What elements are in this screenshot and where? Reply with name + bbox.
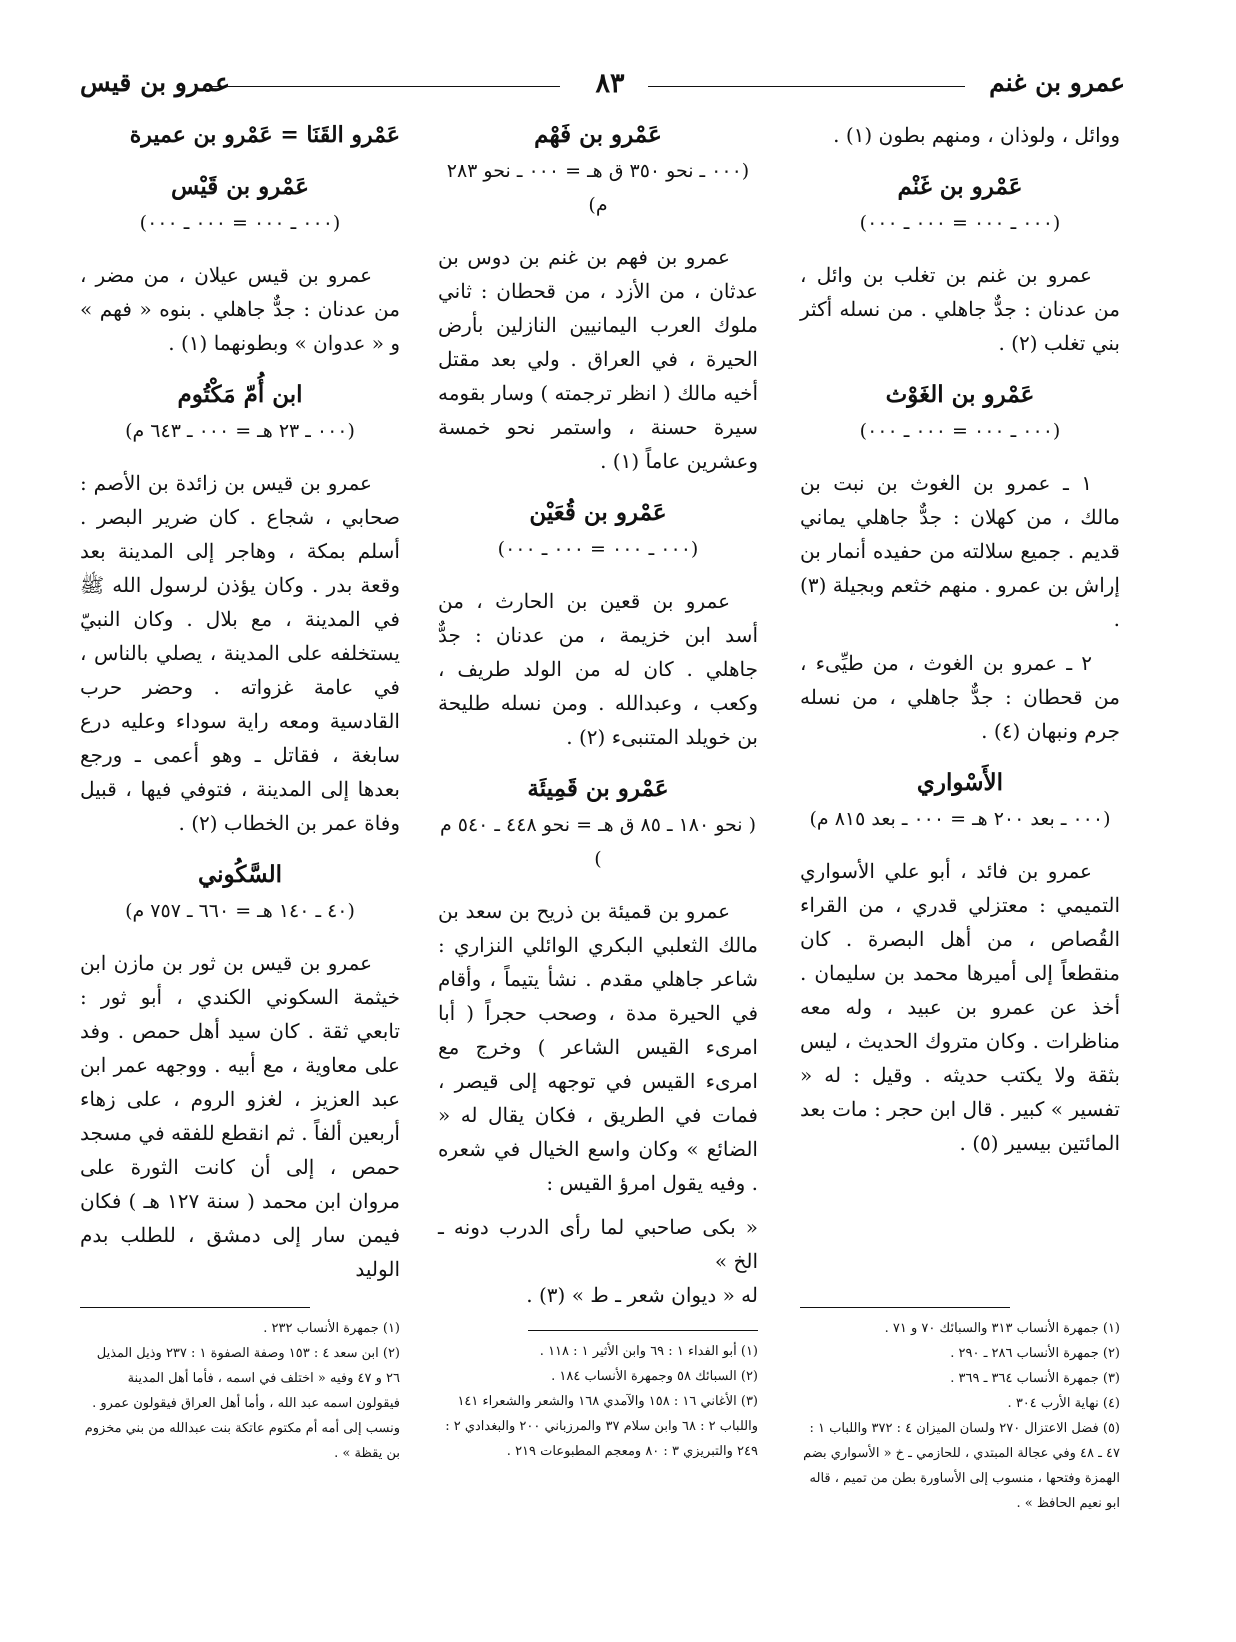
entry-dates: ( نحو ١٨٠ ـ ٨٥ ق هـ = نحو ٤٤٨ ـ ٥٤٠ م ) (439, 814, 757, 870)
entry-text: عمرو بن فهم بن غنم بن دوس بن عدثان ، من الأزد ، من قحطان : ثاني ملوك العرب اليمانيين النازلين بأرض الحيرة ، في العراق . ولي بعد مقتل أخيه مالك ( انظر ترجمته ) وسار بقومه سيرة حسنة ، واستمر نحو خمسة وعشرين عاماً (١) . (437, 245, 758, 473)
entry-heading: السَّكُوني (197, 861, 283, 888)
entry-heading: عَمْرو بن الغَوْث (885, 381, 1035, 408)
entry-heading: عَمْرو بن فَهْم (534, 121, 662, 148)
footnote-rule (800, 1307, 1010, 1308)
entry-text: ١ ـ عمرو بن الغوث بن نبت بن مالك ، من كهلان : جدٌّ جاهلي يماني قديم . جميع سلالته من حفيده أنمار بن إراش بن عمرو . منهم خثعم وبجيلة (٣) . (800, 471, 1120, 631)
entry-dates: (٠٠٠ ـ بعد ٢٠٠ هـ = ٠٠٠ ـ بعد ٨١٥ م) (809, 808, 1111, 830)
entry-dates: (٠٠٠ ـ ٠٠٠ = ٠٠٠ ـ ٠٠٠) (139, 212, 341, 234)
poem-verse: « بكى صاحبي لما رأى الدرب دونه ـ الخ » (438, 1215, 758, 1273)
entry-heading: عَمْرو بن غَنْم (897, 173, 1023, 200)
entry-heading: عَمْرو بن قُعَيْن (529, 499, 667, 526)
continuation-text: ووائل ، ولوذان ، ومنهم بطون (١) . (833, 123, 1120, 147)
entry-dates: (٠٠٠ ـ ٠٠٠ = ٠٠٠ ـ ٠٠٠) (497, 538, 699, 560)
middle-column (437, 118, 758, 1307)
entry-text: ٢ ـ عمرو بن الغوث ، من طيِّىء ، من قحطان : جدٌّ جاهلي ، من نسله جرم ونبهان (٤) . (800, 651, 1120, 743)
footnote: (٤) نهاية الأرب ٣٠٤ . (1007, 1396, 1120, 1411)
entry-heading: الأَسْواري (916, 769, 1004, 796)
entry-dates: (٠٠٠ ـ ٠٠٠ = ٠٠٠ ـ ٠٠٠) (859, 420, 1061, 442)
footnotes-right (800, 1307, 1120, 1516)
running-title-right: عمرو بن غنم (989, 68, 1125, 97)
footnote-rule (80, 1307, 310, 1308)
footnote: (٣) جمهرة الأنساب ٣٦٤ ـ ٣٦٩ . (950, 1371, 1120, 1386)
footnote: (١) أبو الفداء ١ : ٦٩ وابن الأثير ١ : ١١٨ . (539, 1344, 758, 1359)
running-title-left: عمرو بن قيس (80, 68, 230, 97)
entry-dates: (٠٠٠ ـ ٢٣ هـ = ٠٠٠ ـ ٦٤٣ م) (125, 420, 355, 442)
cross-reference: عَمْرو القَنَا = عَمْرو بن عميرة (129, 122, 400, 148)
header-rule-left (210, 86, 560, 87)
entry-dates: (٠٠٠ ـ نحو ٣٥٠ ق هـ = ٠٠٠ ـ نحو ٢٨٣ م) (446, 160, 750, 216)
footnote: (٢) ابن سعد ٤ : ١٥٣ وصفة الصفوة ١ : ٢٣٧ وذيل المذيل ٢٦ و ٤٧ وفيه « اختلف في اسمه ، فأما أهل المدينة فيقولون اسمه عبد الله ، وأما أهل العراق فيقولون عمرو . ونسب إلى أمه أم مكتوم عاتكة بنت عبدالله من بني مخزوم بن يقظة » . (84, 1346, 400, 1461)
footnotes-middle (438, 1330, 758, 1464)
footnote: (٥) فضل الاعتزال ٢٧٠ ولسان الميزان ٤ : ٣٧٢ واللباب ١ : ٤٧ ـ ٤٨ وفي عجالة المبتدي ، للحازمي ـ خ « الأسواري بضم الهمزة وفتحها ، منسوب إلى الأساورة بطن من تميم ، قاله ابو نعيم الحافظ » . (803, 1421, 1120, 1511)
entry-heading: ابن أُمّ مَكْتُوم (177, 381, 303, 408)
entry-dates: (٠٠٠ ـ ٠٠٠ = ٠٠٠ ـ ٠٠٠) (859, 212, 1061, 234)
left-column (80, 118, 400, 1281)
entry-heading: عَمْرو بن قَمِيئَة (527, 775, 669, 802)
entry-text: عمرو بن غنم بن تغلب بن وائل ، من عدنان : جدٌّ جاهلي . من نسله أكثر بني تغلب (٢) . (800, 263, 1120, 355)
entry-text: عمرو بن قيس بن زائدة بن الأصم : صحابي ، شجاع . كان ضرير البصر . أسلم بمكة ، وهاجر إلى المدينة بعد وقعة بدر . وكان يؤذن لرسول الله ﷺ في المدينة ، مع بلال . وكان النبيّ يستخلفه على المدينة ، يصلي بالناس ، في عامة غزواته . وحضر حرب القادسية ومعه راية سوداء وعليه درع سابغة ، فقاتل ـ وهو أعمى ـ ورجع بعدها إلى المدينة ، فتوفي فيها ، قبيل وفاة عمر بن الخطاب (٢) . (80, 471, 400, 835)
running-header (80, 68, 1125, 108)
entry-text: عمرو بن فائد ، أبو علي الأسواري التميمي : معتزلي قدري ، من القراء القُصاص ، من أهل البصرة . كان منقطعاً إلى أميرها محمد بن سليمان . أخذ عن عمرو بن عبيد ، وله معه مناظرات . وكان متروك الحديث ، ليس بثقة ولا يكتب حديثه . وقيل : له « تفسير » كبير . قال ابن حجر : مات بعد المائتين بيسير (٥) . (800, 859, 1120, 1155)
right-column (800, 118, 1120, 1228)
footnote: (٢) جمهرة الأنساب ٢٨٦ ـ ٢٩٠ . (950, 1346, 1120, 1361)
footnote: (١) جمهرة الأنساب ٢٣٢ . (263, 1321, 400, 1336)
page-number: ٨٣ (595, 68, 625, 99)
footnotes-left (80, 1307, 400, 1466)
entry-heading: عَمْرو بن قَيْس (171, 173, 309, 200)
footnote: (٣) الأغاني ١٦ : ١٥٨ والآمدي ١٦٨ والشعر والشعراء ١٤١ واللباب ٢ : ٦٨ وابن سلام ٣٧ والمرزباني ٢٠٠ والبغدادي ٢ : ٢٤٩ والتبريزي ٣ : ٨٠ ومعجم المطبوعات ٢١٩ . (445, 1394, 758, 1459)
entry-text: عمرو بن قعين بن الحارث ، من أسد ابن خزيمة ، من عدنان : جدٌّ جاهلي . كان له من الولد طريف ، وكعب ، وعبدالله . ومن نسله طليحة بن خويلد المتنبىء (٢) . (438, 589, 758, 749)
entry-text: عمرو بن قيس بن ثور بن مازن ابن خيثمة السكوني الكندي ، أبو ثور : تابعي ثقة . كان سيد أهل حمص . وفد على معاوية ، مع أبيه . ووجهه عمر ابن عبد العزيز ، لغزو الروم ، على زهاء أربعين ألفاً . ثم انقطع للفقه في مسجد حمص ، إلى أن كانت الثورة على مروان ابن محمد ( سنة ١٢٧ هـ ) فكان فيمن سار إلى دمشق ، للطلب بدم الوليد (80, 951, 400, 1281)
entry-text: عمرو بن قميئة بن ذريح بن سعد بن مالك الثعلبي البكري الوائلي النزاري : شاعر جاهلي مقدم . نشأ يتيماً ، وأقام في الحيرة مدة ، وصحب حجراً ( أبا امرىء القيس الشاعر ) وخرج مع امرىء القيس في توجهه إلى قيصر ، فمات في الطريق ، فكان يقال له « الضائع » وكان واسع الخيال في شعره . وفيه يقول امرؤ القيس : (438, 899, 758, 1195)
entry-text: عمرو بن قيس عيلان ، من مضر ، من عدنان : جدٌّ جاهلي . بنوه « فهم » و « عدوان » وبطونهما (١) . (80, 263, 400, 355)
footnote-rule (528, 1330, 758, 1331)
entry-dates: (٤٠ ـ ١٤٠ هـ = ٦٦٠ ـ ٧٥٧ م) (125, 900, 355, 922)
entry-text: له « ديوان شعر ـ ط » (٣) . (526, 1283, 758, 1307)
header-rule-right (648, 86, 965, 87)
footnote: (١) جمهرة الأنساب ٣١٣ والسبائك ٧٠ و ٧١ . (884, 1321, 1120, 1336)
footnote: (٢) السبائك ٥٨ وجمهرة الأنساب ١٨٤ . (551, 1369, 758, 1384)
